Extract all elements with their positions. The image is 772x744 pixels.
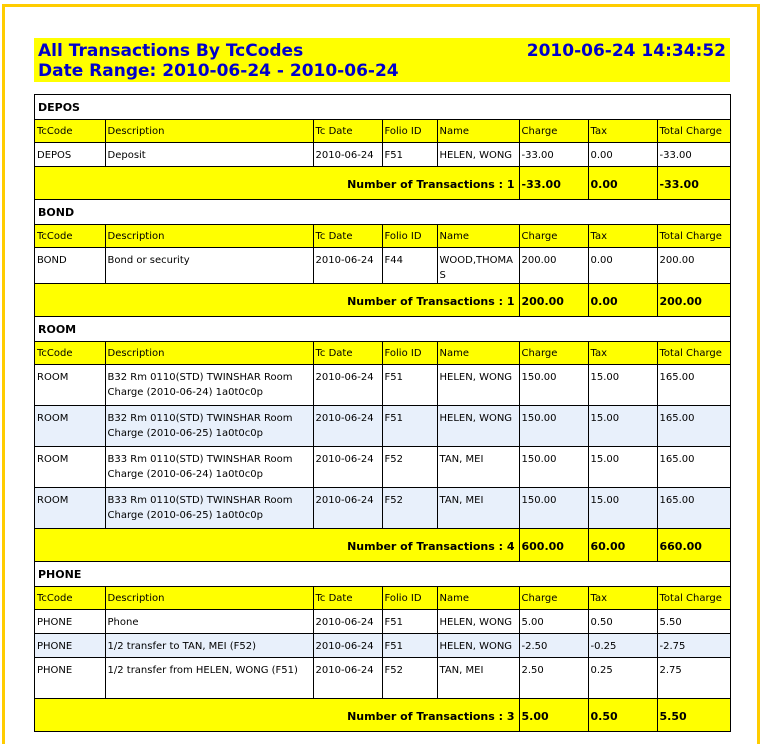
column-header-row bbox=[35, 225, 730, 248]
table-row bbox=[35, 447, 730, 488]
report-header bbox=[34, 38, 730, 82]
name-cell: HELEN, WONG bbox=[437, 406, 519, 447]
group-heading bbox=[35, 562, 730, 587]
total-charge-cell: 5.50 bbox=[657, 610, 730, 634]
tccode-cell: ROOM bbox=[35, 488, 105, 529]
column-header: Description bbox=[105, 120, 313, 143]
column-header: Folio ID bbox=[382, 587, 437, 610]
group-name: BOND bbox=[38, 205, 75, 219]
summary-total-charge: 200.00 bbox=[657, 284, 730, 317]
charge-cell: -2.50 bbox=[519, 634, 588, 658]
tc-date-cell: 2010-06-24 bbox=[313, 365, 382, 406]
tax-cell: 0.00 bbox=[588, 143, 657, 167]
column-header: Charge bbox=[519, 120, 588, 143]
tc-date-cell: 2010-06-24 bbox=[313, 447, 382, 488]
summary-tax: 60.00 bbox=[588, 529, 657, 562]
description-cell: Bond or security bbox=[105, 248, 313, 284]
column-header: Folio ID bbox=[382, 342, 437, 365]
transactions-report bbox=[34, 94, 731, 732]
tax-cell: 15.00 bbox=[588, 365, 657, 406]
tax-cell: -0.25 bbox=[588, 634, 657, 658]
group-summary-row bbox=[35, 529, 730, 562]
summary-charge: 5.00 bbox=[519, 699, 588, 732]
group-summary-row bbox=[35, 699, 730, 732]
charge-cell: 150.00 bbox=[519, 406, 588, 447]
total-charge-cell: 165.00 bbox=[657, 447, 730, 488]
summary-total-charge: 660.00 bbox=[657, 529, 730, 562]
column-header: Tc Date bbox=[313, 342, 382, 365]
column-header: Description bbox=[105, 587, 313, 610]
description-cell: 1/2 transfer to TAN, MEI (F52) bbox=[105, 634, 313, 658]
group-name: DEPOS bbox=[38, 100, 80, 114]
description-cell: B32 Rm 0110(STD) TWINSHAR Room Charge (2010-06-24) 1a0t0c0p bbox=[105, 365, 313, 406]
total-charge-cell: -2.75 bbox=[657, 634, 730, 658]
column-header: Description bbox=[105, 225, 313, 248]
table-row bbox=[35, 365, 730, 406]
summary-tax: 0.00 bbox=[588, 284, 657, 317]
column-header: Total Charge bbox=[657, 587, 730, 610]
column-header: Total Charge bbox=[657, 342, 730, 365]
column-header: Tc Date bbox=[313, 587, 382, 610]
folio-id-cell: F51 bbox=[382, 365, 437, 406]
summary-total-charge: -33.00 bbox=[657, 167, 730, 200]
tc-date-cell: 2010-06-24 bbox=[313, 406, 382, 447]
column-header: Tc Date bbox=[313, 225, 382, 248]
column-header: Name bbox=[437, 587, 519, 610]
description-cell: B33 Rm 0110(STD) TWINSHAR Room Charge (2010-06-25) 1a0t0c0p bbox=[105, 488, 313, 529]
description-cell: Phone bbox=[105, 610, 313, 634]
total-charge-cell: 2.75 bbox=[657, 658, 730, 699]
column-header: Total Charge bbox=[657, 225, 730, 248]
summary-tax: 0.50 bbox=[588, 699, 657, 732]
name-cell: HELEN, WONG bbox=[437, 143, 519, 167]
name-cell: WOOD,THOMAS bbox=[437, 248, 519, 284]
folio-id-cell: F51 bbox=[382, 143, 437, 167]
column-header: Folio ID bbox=[382, 225, 437, 248]
group-summary-row bbox=[35, 284, 730, 317]
tax-cell: 15.00 bbox=[588, 406, 657, 447]
tc-date-cell: 2010-06-24 bbox=[313, 658, 382, 699]
column-header: Tax bbox=[588, 225, 657, 248]
column-header: Charge bbox=[519, 342, 588, 365]
description-cell: B32 Rm 0110(STD) TWINSHAR Room Charge (2010-06-25) 1a0t0c0p bbox=[105, 406, 313, 447]
folio-id-cell: F52 bbox=[382, 488, 437, 529]
summary-tax: 0.00 bbox=[588, 167, 657, 200]
transaction-count: Number of Transactions : 3 bbox=[35, 699, 519, 732]
description-cell: B33 Rm 0110(STD) TWINSHAR Room Charge (2010-06-24) 1a0t0c0p bbox=[105, 447, 313, 488]
transactions-table bbox=[35, 95, 730, 732]
tccode-cell: DEPOS bbox=[35, 143, 105, 167]
table-row bbox=[35, 248, 730, 284]
column-header: TcCode bbox=[35, 587, 105, 610]
group-name: ROOM bbox=[38, 322, 77, 336]
summary-charge: -33.00 bbox=[519, 167, 588, 200]
charge-cell: 150.00 bbox=[519, 365, 588, 406]
table-row bbox=[35, 658, 730, 699]
column-header: TcCode bbox=[35, 120, 105, 143]
table-row bbox=[35, 634, 730, 658]
tccode-cell: PHONE bbox=[35, 658, 105, 699]
tc-date-cell: 2010-06-24 bbox=[313, 248, 382, 284]
tccode-cell: BOND bbox=[35, 248, 105, 284]
charge-cell: 200.00 bbox=[519, 248, 588, 284]
group-heading bbox=[35, 200, 730, 225]
charge-cell: 5.00 bbox=[519, 610, 588, 634]
name-cell: HELEN, WONG bbox=[437, 365, 519, 406]
table-row bbox=[35, 610, 730, 634]
total-charge-cell: 200.00 bbox=[657, 248, 730, 284]
name-cell: TAN, MEI bbox=[437, 488, 519, 529]
column-header: Tax bbox=[588, 587, 657, 610]
charge-cell: 150.00 bbox=[519, 488, 588, 529]
total-charge-cell: 165.00 bbox=[657, 488, 730, 529]
name-cell: TAN, MEI bbox=[437, 658, 519, 699]
total-charge-cell: 165.00 bbox=[657, 365, 730, 406]
tccode-cell: ROOM bbox=[35, 365, 105, 406]
tax-cell: 15.00 bbox=[588, 488, 657, 529]
description-cell: Deposit bbox=[105, 143, 313, 167]
folio-id-cell: F52 bbox=[382, 447, 437, 488]
tax-cell: 0.25 bbox=[588, 658, 657, 699]
summary-charge: 600.00 bbox=[519, 529, 588, 562]
table-row bbox=[35, 143, 730, 167]
tccode-cell: PHONE bbox=[35, 610, 105, 634]
column-header: Name bbox=[437, 120, 519, 143]
group-heading bbox=[35, 95, 730, 120]
group-name: PHONE bbox=[38, 567, 82, 581]
column-header: Folio ID bbox=[382, 120, 437, 143]
column-header: Tax bbox=[588, 120, 657, 143]
column-header: Name bbox=[437, 342, 519, 365]
charge-cell: 2.50 bbox=[519, 658, 588, 699]
total-charge-cell: 165.00 bbox=[657, 406, 730, 447]
date-range: Date Range: 2010-06-24 - 2010-06-24 bbox=[38, 61, 399, 81]
summary-total-charge: 5.50 bbox=[657, 699, 730, 732]
tccode-cell: ROOM bbox=[35, 447, 105, 488]
summary-charge: 200.00 bbox=[519, 284, 588, 317]
column-header: Total Charge bbox=[657, 120, 730, 143]
total-charge-cell: -33.00 bbox=[657, 143, 730, 167]
column-header-row bbox=[35, 342, 730, 365]
tc-date-cell: 2010-06-24 bbox=[313, 634, 382, 658]
tax-cell: 0.50 bbox=[588, 610, 657, 634]
name-cell: TAN, MEI bbox=[437, 447, 519, 488]
column-header-row bbox=[35, 587, 730, 610]
transaction-count: Number of Transactions : 1 bbox=[35, 167, 519, 200]
tc-date-cell: 2010-06-24 bbox=[313, 610, 382, 634]
table-row bbox=[35, 406, 730, 447]
folio-id-cell: F52 bbox=[382, 658, 437, 699]
folio-id-cell: F51 bbox=[382, 406, 437, 447]
column-header: Tax bbox=[588, 342, 657, 365]
transaction-count: Number of Transactions : 4 bbox=[35, 529, 519, 562]
column-header-row bbox=[35, 120, 730, 143]
group-summary-row bbox=[35, 167, 730, 200]
charge-cell: 150.00 bbox=[519, 447, 588, 488]
column-header: Name bbox=[437, 225, 519, 248]
tc-date-cell: 2010-06-24 bbox=[313, 488, 382, 529]
tax-cell: 0.00 bbox=[588, 248, 657, 284]
column-header: Charge bbox=[519, 225, 588, 248]
folio-id-cell: F51 bbox=[382, 610, 437, 634]
report-timestamp: 2010-06-24 14:34:52 bbox=[526, 41, 726, 61]
column-header: Tc Date bbox=[313, 120, 382, 143]
description-cell: 1/2 transfer from HELEN, WONG (F51) bbox=[105, 658, 313, 699]
table-row bbox=[35, 488, 730, 529]
tc-date-cell: 2010-06-24 bbox=[313, 143, 382, 167]
tax-cell: 15.00 bbox=[588, 447, 657, 488]
name-cell: HELEN, WONG bbox=[437, 634, 519, 658]
tccode-cell: ROOM bbox=[35, 406, 105, 447]
tccode-cell: PHONE bbox=[35, 634, 105, 658]
column-header: Charge bbox=[519, 587, 588, 610]
charge-cell: -33.00 bbox=[519, 143, 588, 167]
column-header: TcCode bbox=[35, 225, 105, 248]
folio-id-cell: F51 bbox=[382, 634, 437, 658]
transaction-count: Number of Transactions : 1 bbox=[35, 284, 519, 317]
name-cell: HELEN, WONG bbox=[437, 610, 519, 634]
column-header: Description bbox=[105, 342, 313, 365]
group-heading bbox=[35, 317, 730, 342]
report-title: All Transactions By TcCodes bbox=[38, 41, 304, 61]
column-header: TcCode bbox=[35, 342, 105, 365]
folio-id-cell: F44 bbox=[382, 248, 437, 284]
